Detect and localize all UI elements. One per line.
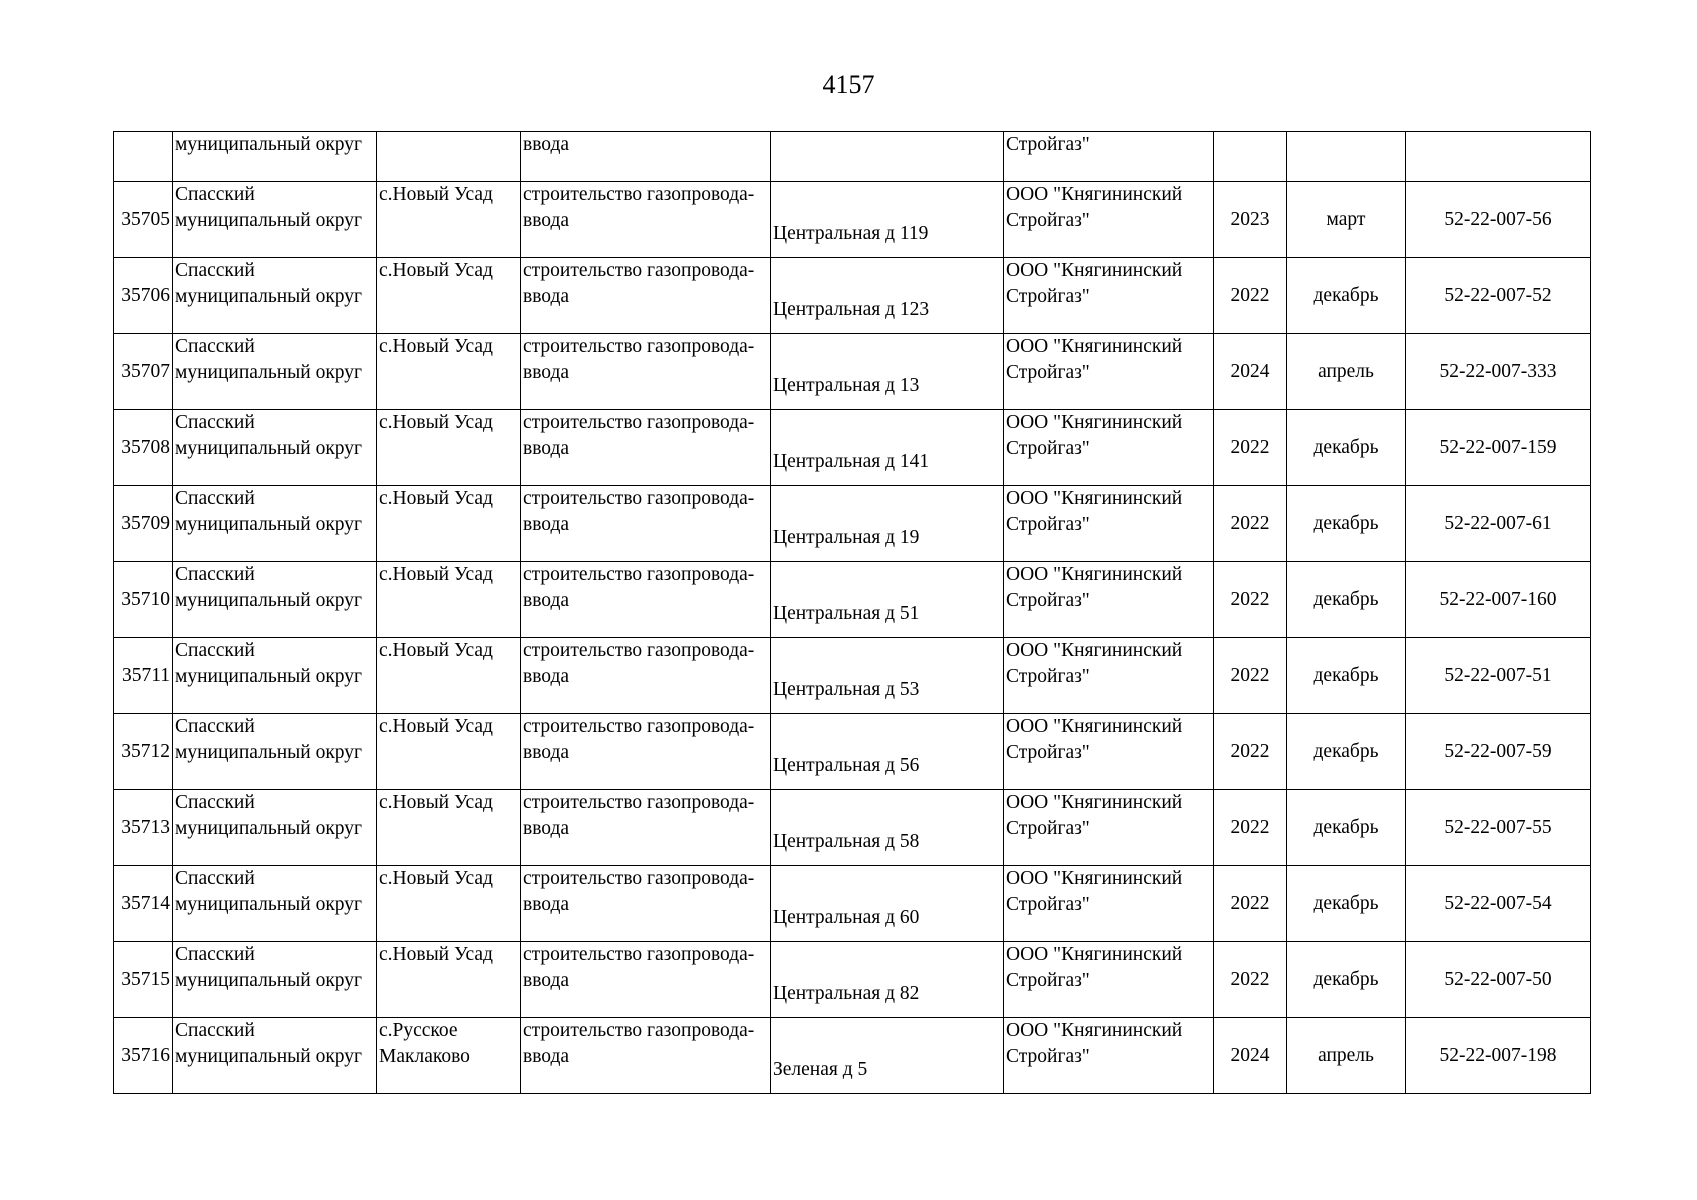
month-text: декабрь bbox=[1313, 968, 1379, 990]
work-type-line-2: ввода bbox=[523, 210, 570, 231]
district-line-2: муниципальный округ bbox=[175, 514, 363, 535]
cell-contractor bbox=[1004, 562, 1214, 638]
cell-contractor: Стройгаз" bbox=[1004, 132, 1214, 182]
row-number: 35712 bbox=[121, 740, 170, 762]
cell-num bbox=[114, 486, 173, 562]
month-text: декабрь bbox=[1313, 664, 1379, 686]
cell-settlement bbox=[377, 638, 521, 714]
month-text: декабрь bbox=[1313, 512, 1379, 534]
district-line-1: Спасский bbox=[175, 640, 255, 661]
contractor-line-2: Стройгаз" bbox=[1006, 894, 1090, 915]
code-text: 52-22-007-198 bbox=[1439, 1044, 1557, 1066]
contractor-line-1: ООО "Княгининский bbox=[1006, 564, 1183, 585]
cell-work-type bbox=[521, 790, 771, 866]
cell-num bbox=[114, 410, 173, 486]
contractor-line-1: ООО "Княгининский bbox=[1006, 792, 1183, 813]
table-row bbox=[114, 258, 1591, 334]
row-number: 35714 bbox=[121, 892, 170, 914]
cell-num bbox=[114, 790, 173, 866]
district-line-2: муниципальный округ bbox=[175, 666, 363, 687]
contractor-line-2: Стройгаз" bbox=[1006, 590, 1090, 611]
cell-settlement bbox=[377, 486, 521, 562]
cell-settlement bbox=[377, 182, 521, 258]
address-text: Центральная д 56 bbox=[773, 754, 920, 776]
work-type-line-2: ввода bbox=[523, 894, 570, 915]
work-type-line-2: ввода bbox=[523, 1046, 570, 1067]
cell-code bbox=[1406, 942, 1591, 1018]
district-line-1: Спасский bbox=[175, 1020, 255, 1041]
cell-district bbox=[173, 1018, 377, 1094]
month-text: декабрь bbox=[1313, 740, 1379, 762]
district-line-2: муниципальный округ bbox=[175, 590, 363, 611]
cell-year bbox=[1214, 562, 1287, 638]
cell-work-type bbox=[521, 942, 771, 1018]
cell-contractor bbox=[1004, 410, 1214, 486]
row-number: 35711 bbox=[121, 664, 170, 686]
cell-contractor bbox=[1004, 486, 1214, 562]
cell-num bbox=[114, 132, 173, 182]
year-text: 2022 bbox=[1230, 968, 1270, 990]
work-type-line-1: строительство газопровода- bbox=[523, 336, 755, 357]
contractor-line-1: ООО "Княгининский bbox=[1006, 944, 1183, 965]
district-line-2: муниципальный округ bbox=[175, 210, 363, 231]
contractor-line-1: ООО "Княгининский bbox=[1006, 336, 1183, 357]
settlement-line-1: с.Новый Усад bbox=[379, 640, 493, 661]
cell-code bbox=[1406, 182, 1591, 258]
month-text: декабрь bbox=[1313, 816, 1379, 838]
cell-work-type bbox=[521, 258, 771, 334]
registry-table bbox=[113, 131, 1591, 1094]
row-number: 35707 bbox=[121, 360, 170, 382]
cell-year bbox=[1214, 942, 1287, 1018]
cell-code bbox=[1406, 562, 1591, 638]
work-type-line-1: строительство газопровода- bbox=[523, 868, 755, 889]
address-text: Центральная д 19 bbox=[773, 526, 920, 548]
cell-month bbox=[1287, 866, 1406, 942]
code-text: 52-22-007-55 bbox=[1444, 816, 1552, 838]
month-text: декабрь bbox=[1313, 588, 1379, 610]
settlement-line-1: с.Новый Усад bbox=[379, 184, 493, 205]
table-row bbox=[114, 638, 1591, 714]
code-text: 52-22-007-333 bbox=[1439, 360, 1557, 382]
settlement-line-1: с.Новый Усад bbox=[379, 564, 493, 585]
cell-work-type bbox=[521, 182, 771, 258]
cell-month bbox=[1287, 714, 1406, 790]
work-type-line-2: ввода bbox=[523, 666, 570, 687]
cell-num bbox=[114, 562, 173, 638]
table-row-continued bbox=[114, 132, 1591, 182]
year-text: 2022 bbox=[1230, 588, 1270, 610]
cell-settlement bbox=[377, 866, 521, 942]
code-text: 52-22-007-56 bbox=[1444, 208, 1552, 230]
row-number: 35709 bbox=[121, 512, 170, 534]
cell-work-type bbox=[521, 334, 771, 410]
cell-num bbox=[114, 258, 173, 334]
cell-year bbox=[1214, 334, 1287, 410]
cell-code bbox=[1406, 1018, 1591, 1094]
code-text: 52-22-007-54 bbox=[1444, 892, 1552, 914]
cell-contractor bbox=[1004, 334, 1214, 410]
cell-contractor bbox=[1004, 1018, 1214, 1094]
table-row bbox=[114, 942, 1591, 1018]
work-type-line-2: ввода bbox=[523, 590, 570, 611]
work-type-line-1: строительство газопровода- bbox=[523, 488, 755, 509]
cell-month bbox=[1287, 1018, 1406, 1094]
address-text: Центральная д 82 bbox=[773, 982, 920, 1004]
cell-num bbox=[114, 714, 173, 790]
settlement-line-2: Маклаково bbox=[379, 1046, 470, 1067]
address-text: Центральная д 123 bbox=[773, 298, 930, 320]
cell-contractor bbox=[1004, 258, 1214, 334]
work-type-line-2: ввода bbox=[523, 286, 570, 307]
cell-settlement bbox=[377, 410, 521, 486]
address-text: Центральная д 141 bbox=[773, 450, 930, 472]
cell-district bbox=[173, 182, 377, 258]
month-text: апрель bbox=[1318, 1044, 1374, 1066]
work-type-line-1: строительство газопровода- bbox=[523, 412, 755, 433]
address-text: Центральная д 13 bbox=[773, 374, 920, 396]
code-text: 52-22-007-59 bbox=[1444, 740, 1552, 762]
work-type-line-2: ввода bbox=[523, 438, 570, 459]
cell-year bbox=[1214, 638, 1287, 714]
address-text: Зеленая д 5 bbox=[773, 1058, 868, 1080]
cell-code bbox=[1406, 866, 1591, 942]
contractor-line-2: Стройгаз" bbox=[1006, 362, 1090, 383]
district-line-1: Спасский bbox=[175, 868, 255, 889]
cell-code bbox=[1406, 714, 1591, 790]
contractor-line-1: ООО "Княгининский bbox=[1006, 716, 1183, 737]
district-line-2: муниципальный округ bbox=[175, 970, 363, 991]
district-line-1: Спасский bbox=[175, 488, 255, 509]
table-row bbox=[114, 866, 1591, 942]
work-type-line-2: ввода bbox=[523, 818, 570, 839]
work-type-line-1: строительство газопровода- bbox=[523, 944, 755, 965]
year-text: 2022 bbox=[1230, 436, 1270, 458]
cell-year bbox=[1214, 1018, 1287, 1094]
settlement-line-1: с.Новый Усад bbox=[379, 336, 493, 357]
table-row bbox=[114, 790, 1591, 866]
cell-num bbox=[114, 1018, 173, 1094]
district-line-1: Спасский bbox=[175, 260, 255, 281]
address-text: Центральная д 119 bbox=[773, 222, 929, 244]
cell-address bbox=[771, 182, 1004, 258]
cell-address bbox=[771, 942, 1004, 1018]
cell-address bbox=[771, 562, 1004, 638]
row-number: 35715 bbox=[121, 968, 170, 990]
cell-settlement bbox=[377, 334, 521, 410]
cell-month bbox=[1287, 638, 1406, 714]
cell-district bbox=[173, 714, 377, 790]
cell-district bbox=[173, 866, 377, 942]
work-type-line-2: ввода bbox=[523, 970, 570, 991]
cell-month bbox=[1287, 790, 1406, 866]
cell-year bbox=[1214, 866, 1287, 942]
work-type-line-1: строительство газопровода- bbox=[523, 1020, 755, 1041]
cell-num bbox=[114, 638, 173, 714]
cell-num bbox=[114, 182, 173, 258]
district-line-2: муниципальный округ bbox=[175, 438, 363, 459]
year-text: 2022 bbox=[1230, 664, 1270, 686]
cell-month bbox=[1287, 486, 1406, 562]
row-number: 35716 bbox=[121, 1044, 170, 1066]
code-text: 52-22-007-52 bbox=[1444, 284, 1552, 306]
table-row bbox=[114, 714, 1591, 790]
contractor-line-2: Стройгаз" bbox=[1006, 818, 1090, 839]
cell-month bbox=[1287, 334, 1406, 410]
cell-work-type bbox=[521, 1018, 771, 1094]
cell-work-type bbox=[521, 486, 771, 562]
contractor-line-1: ООО "Княгининский bbox=[1006, 1020, 1183, 1041]
year-text: 2022 bbox=[1230, 284, 1270, 306]
cell-settlement bbox=[377, 562, 521, 638]
cell-address bbox=[771, 410, 1004, 486]
contractor-line-1: ООО "Княгининский bbox=[1006, 260, 1183, 281]
cell-year bbox=[1214, 258, 1287, 334]
code-text: 52-22-007-159 bbox=[1439, 436, 1557, 458]
contractor-line-1: ООО "Княгининский bbox=[1006, 412, 1183, 433]
settlement-line-1: с.Новый Усад bbox=[379, 260, 493, 281]
cell-address bbox=[771, 790, 1004, 866]
cell-code bbox=[1406, 258, 1591, 334]
contractor-line-2: Стройгаз" bbox=[1006, 210, 1090, 231]
cell-address bbox=[771, 866, 1004, 942]
work-type-line-1: строительство газопровода- bbox=[523, 260, 755, 281]
district-line-2: муниципальный округ bbox=[175, 286, 363, 307]
cell-work-type bbox=[521, 638, 771, 714]
cell-work-type bbox=[521, 866, 771, 942]
cell-district bbox=[173, 942, 377, 1018]
district-line-1: Спасский bbox=[175, 336, 255, 357]
cell-year bbox=[1214, 790, 1287, 866]
cell-settlement bbox=[377, 790, 521, 866]
district-line-1: Спасский bbox=[175, 564, 255, 585]
cell-num bbox=[114, 866, 173, 942]
table-row bbox=[114, 1018, 1591, 1094]
row-number: 35713 bbox=[121, 816, 170, 838]
cell-address bbox=[771, 258, 1004, 334]
cell-address bbox=[771, 486, 1004, 562]
month-text: декабрь bbox=[1313, 436, 1379, 458]
cell-work-type bbox=[521, 714, 771, 790]
cell-month bbox=[1287, 258, 1406, 334]
cell-address bbox=[771, 132, 1004, 182]
cell-year bbox=[1214, 486, 1287, 562]
settlement-line-1: с.Новый Усад bbox=[379, 944, 493, 965]
contractor-line-2: Стройгаз" bbox=[1006, 286, 1090, 307]
cell-contractor bbox=[1004, 942, 1214, 1018]
contractor-line-2: Стройгаз" bbox=[1006, 666, 1090, 687]
district-line-2: муниципальный округ bbox=[175, 894, 363, 915]
cell-district bbox=[173, 638, 377, 714]
cell-contractor bbox=[1004, 790, 1214, 866]
contractor-line-2: Стройгаз" bbox=[1006, 742, 1090, 763]
work-type-line-1: строительство газопровода- bbox=[523, 716, 755, 737]
contractor-line-1: ООО "Княгининский bbox=[1006, 868, 1183, 889]
year-text: 2022 bbox=[1230, 892, 1270, 914]
cell-work-type: ввода bbox=[521, 132, 771, 182]
cell-code bbox=[1406, 334, 1591, 410]
cell-code bbox=[1406, 410, 1591, 486]
cell-work-type bbox=[521, 410, 771, 486]
cell-contractor bbox=[1004, 866, 1214, 942]
table-row bbox=[114, 410, 1591, 486]
settlement-line-1: с.Новый Усад bbox=[379, 716, 493, 737]
page-number: 4157 bbox=[822, 70, 875, 99]
cell-settlement bbox=[377, 714, 521, 790]
settlement-line-1: с.Новый Усад bbox=[379, 868, 493, 889]
cell-address bbox=[771, 1018, 1004, 1094]
contractor-line-2: Стройгаз" bbox=[1006, 1046, 1090, 1067]
cell-month bbox=[1287, 942, 1406, 1018]
cell-settlement bbox=[377, 258, 521, 334]
cell-district bbox=[173, 562, 377, 638]
table-row bbox=[114, 334, 1591, 410]
settlement-line-1: с.Новый Усад bbox=[379, 412, 493, 433]
year-text: 2022 bbox=[1230, 512, 1270, 534]
contractor-line-1: ООО "Княгининский bbox=[1006, 488, 1183, 509]
cell-settlement bbox=[377, 942, 521, 1018]
district-line-1: Спасский bbox=[175, 792, 255, 813]
district-line-2: муниципальный округ bbox=[175, 362, 363, 383]
work-type-line-1: строительство газопровода- bbox=[523, 792, 755, 813]
contractor-line-2: Стройгаз" bbox=[1006, 514, 1090, 535]
cell-num bbox=[114, 334, 173, 410]
district-line-2: муниципальный округ bbox=[175, 1046, 363, 1067]
code-text: 52-22-007-160 bbox=[1439, 588, 1557, 610]
row-number: 35708 bbox=[121, 436, 170, 458]
year-text: 2022 bbox=[1230, 740, 1270, 762]
work-type-line-1: строительство газопровода- bbox=[523, 640, 755, 661]
district-line-1: Спасский bbox=[175, 944, 255, 965]
district-line-2: муниципальный округ bbox=[175, 742, 363, 763]
cell-district bbox=[173, 790, 377, 866]
cell-code bbox=[1406, 486, 1591, 562]
contractor-line-1: ООО "Княгининский bbox=[1006, 184, 1183, 205]
row-number: 35710 bbox=[121, 588, 170, 610]
district-line-1: Спасский bbox=[175, 716, 255, 737]
settlement-line-1: с.Русское bbox=[379, 1020, 458, 1041]
cell-month bbox=[1287, 562, 1406, 638]
cell-contractor bbox=[1004, 714, 1214, 790]
work-type-line-1: строительство газопровода- bbox=[523, 184, 755, 205]
cell-year bbox=[1214, 714, 1287, 790]
cell-num bbox=[114, 942, 173, 1018]
row-number: 35706 bbox=[121, 284, 170, 306]
cell-district bbox=[173, 410, 377, 486]
contractor-line-2: Стройгаз" bbox=[1006, 970, 1090, 991]
cell-district bbox=[173, 334, 377, 410]
cell-month bbox=[1287, 132, 1406, 182]
work-type-line-2: ввода bbox=[523, 742, 570, 763]
month-text: декабрь bbox=[1313, 892, 1379, 914]
address-text: Центральная д 60 bbox=[773, 906, 920, 928]
work-type-line-2: ввода bbox=[523, 362, 570, 383]
table-row bbox=[114, 182, 1591, 258]
address-text: Центральная д 53 bbox=[773, 678, 920, 700]
contractor-line-2: Стройгаз" bbox=[1006, 438, 1090, 459]
code-text: 52-22-007-50 bbox=[1444, 968, 1552, 990]
cell-year bbox=[1214, 132, 1287, 182]
cell-month bbox=[1287, 410, 1406, 486]
work-type-line-1: строительство газопровода- bbox=[523, 564, 755, 585]
cell-contractor bbox=[1004, 182, 1214, 258]
cell-district: муниципальный округ bbox=[173, 132, 377, 182]
address-text: Центральная д 58 bbox=[773, 830, 920, 852]
row-number: 35705 bbox=[121, 208, 170, 230]
month-text: декабрь bbox=[1313, 284, 1379, 306]
cell-year bbox=[1214, 182, 1287, 258]
cell-year bbox=[1214, 410, 1287, 486]
month-text: март bbox=[1326, 208, 1366, 230]
district-line-1: Спасский bbox=[175, 412, 255, 433]
cell-code bbox=[1406, 790, 1591, 866]
table-row bbox=[114, 486, 1591, 562]
cell-code bbox=[1406, 132, 1591, 182]
settlement-line-1: с.Новый Усад bbox=[379, 488, 493, 509]
work-type-line-2: ввода bbox=[523, 514, 570, 535]
cell-work-type bbox=[521, 562, 771, 638]
year-text: 2024 bbox=[1230, 360, 1270, 382]
code-text: 52-22-007-61 bbox=[1444, 512, 1552, 534]
code-text: 52-22-007-51 bbox=[1444, 664, 1552, 686]
table-row bbox=[114, 562, 1591, 638]
cell-code bbox=[1406, 638, 1591, 714]
cell-address bbox=[771, 334, 1004, 410]
year-text: 2023 bbox=[1230, 208, 1270, 230]
contractor-line-1: ООО "Княгининский bbox=[1006, 640, 1183, 661]
cell-address bbox=[771, 714, 1004, 790]
cell-settlement bbox=[377, 132, 521, 182]
cell-district bbox=[173, 486, 377, 562]
district-line-2: муниципальный округ bbox=[175, 818, 363, 839]
cell-month bbox=[1287, 182, 1406, 258]
address-text: Центральная д 51 bbox=[773, 602, 920, 624]
settlement-line-1: с.Новый Усад bbox=[379, 792, 493, 813]
cell-address bbox=[771, 638, 1004, 714]
cell-contractor bbox=[1004, 638, 1214, 714]
district-line-1: Спасский bbox=[175, 184, 255, 205]
cell-district bbox=[173, 258, 377, 334]
month-text: апрель bbox=[1318, 360, 1374, 382]
year-text: 2024 bbox=[1230, 1044, 1270, 1066]
year-text: 2022 bbox=[1230, 816, 1270, 838]
cell-settlement bbox=[377, 1018, 521, 1094]
